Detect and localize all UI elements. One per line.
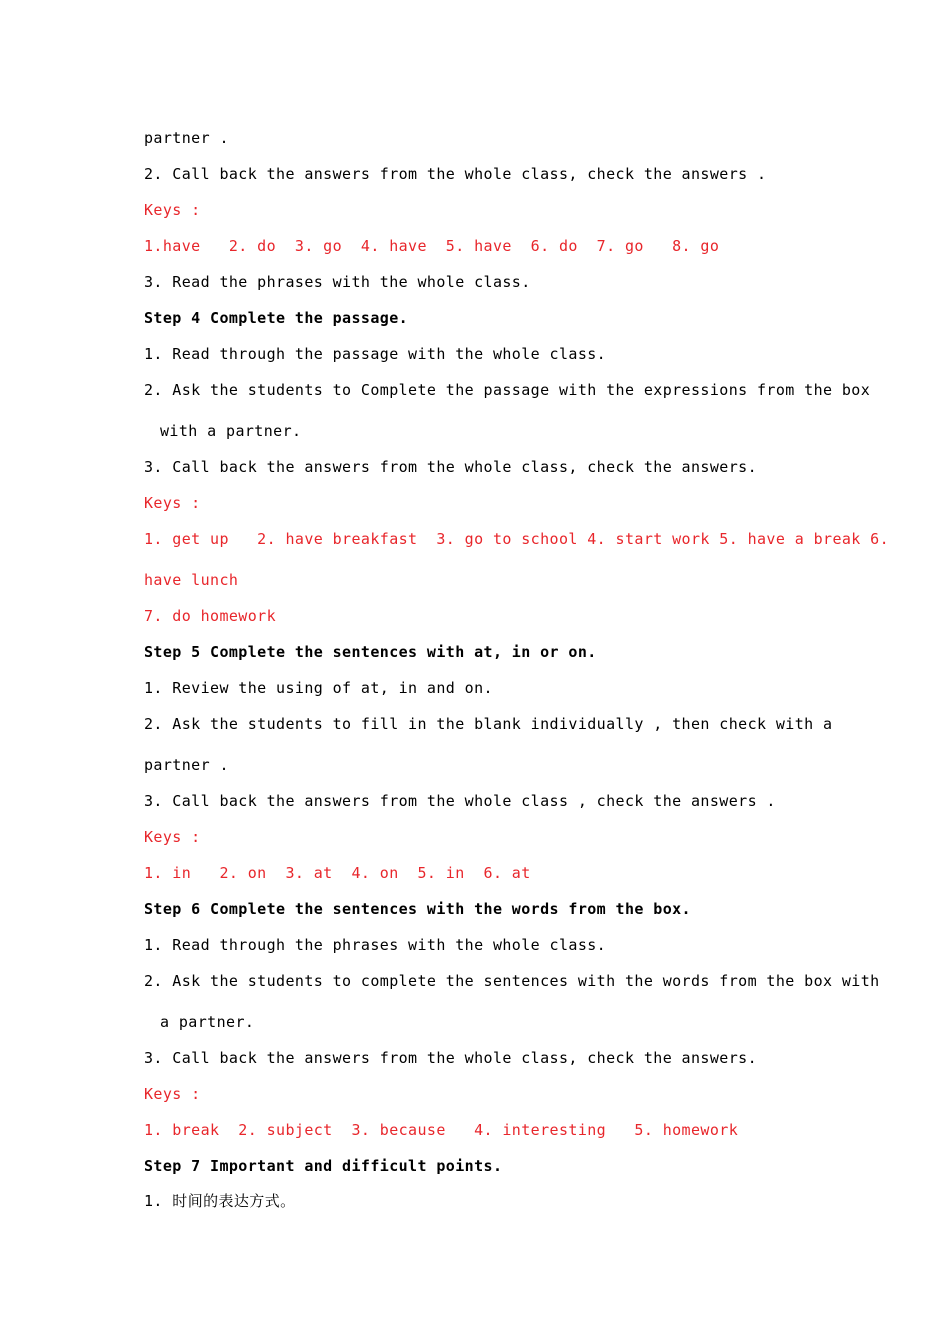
- step-heading: Step 6 Complete the sentences with the words from the box.: [144, 900, 691, 918]
- text-line: a partner.: [160, 1013, 255, 1031]
- text-line: 3. Call back the answers from the whole class, check the answers.: [144, 1049, 757, 1067]
- answer-keys: have lunch: [144, 571, 239, 589]
- text-line: 2. Call back the answers from the whole class, check the answers .: [144, 165, 767, 183]
- text-line: 1. 时间的表达方式。: [144, 1192, 296, 1210]
- text-line: 1. Read through the passage with the whole class.: [144, 345, 607, 363]
- keys-label: Keys :: [144, 1085, 201, 1103]
- keys-label: Keys :: [144, 494, 201, 512]
- text-line: with a partner.: [160, 422, 302, 440]
- keys-label: Keys :: [144, 201, 201, 219]
- keys-label: Keys :: [144, 828, 201, 846]
- answer-keys: 1. in 2. on 3. at 4. on 5. in 6. at: [144, 864, 531, 882]
- text-line: 2. Ask the students to complete the sentences with the words from the box with: [144, 972, 880, 990]
- text-line: 1. Review the using of at, in and on.: [144, 679, 493, 697]
- answer-keys: 7. do homework: [144, 607, 277, 625]
- text-line: 3. Call back the answers from the whole class , check the answers .: [144, 792, 776, 810]
- step-heading: Step 5 Complete the sentences with at, in or on.: [144, 643, 597, 661]
- answer-keys: 1. get up 2. have breakfast 3. go to school 4. start work 5. have a break 6.: [144, 530, 890, 548]
- text-line: 2. Ask the students to fill in the blank individually , then check with a: [144, 715, 833, 733]
- text-line: 1. Read through the phrases with the whole class.: [144, 936, 607, 954]
- text-line: 2. Ask the students to Complete the passage with the expressions from the box: [144, 381, 871, 399]
- text-line: 3. Read the phrases with the whole class.: [144, 273, 531, 291]
- answer-keys: 1.have 2. do 3. go 4. have 5. have 6. do 7. go 8. go: [144, 237, 720, 255]
- step-heading: Step 4 Complete the passage.: [144, 309, 409, 327]
- step-heading: Step 7 Important and difficult points.: [144, 1157, 503, 1175]
- text-line: partner .: [144, 129, 229, 147]
- text-line: 3. Call back the answers from the whole class, check the answers.: [144, 458, 757, 476]
- text-line: partner .: [144, 756, 229, 774]
- answer-keys: 1. break 2. subject 3. because 4. interesting 5. homework: [144, 1121, 739, 1139]
